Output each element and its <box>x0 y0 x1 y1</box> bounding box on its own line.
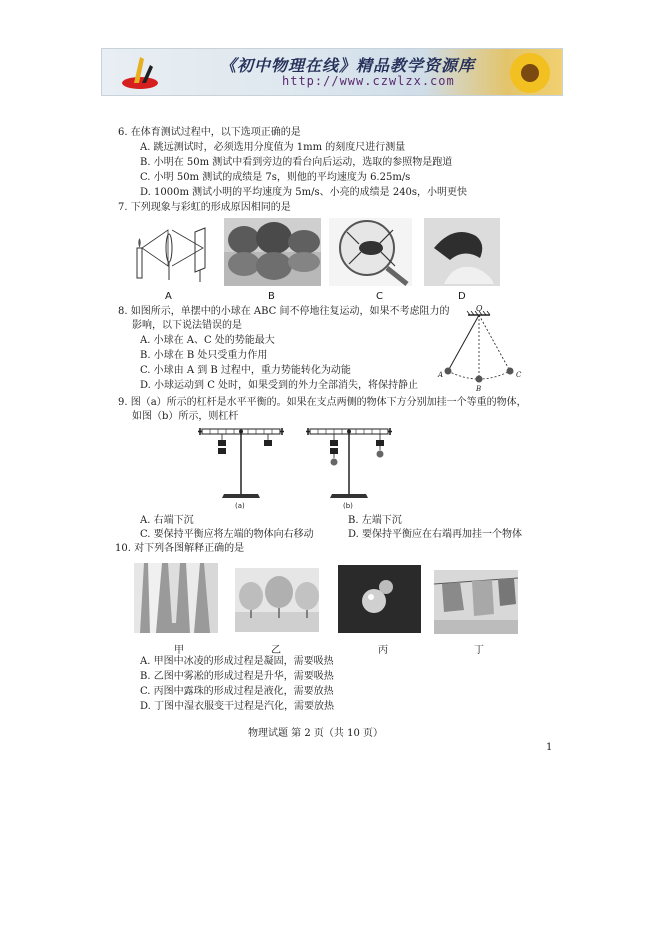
question-8-option-b: B. 小球在 B 处只受重力作用 <box>140 350 268 361</box>
lever-caption-b: (b) <box>343 502 353 510</box>
q7-label-c: C <box>376 291 383 302</box>
lever-diagram-a <box>196 422 286 510</box>
rime-trees-photo <box>235 568 319 632</box>
page-footer: 物理试题 第 2 页（共 10 页） <box>248 728 383 739</box>
pendulum-label-c: C <box>516 371 522 379</box>
question-6-option-b: B. 小明在 50m 测试中看到旁边的看台向后运动，选取的参照物是跑道 <box>140 157 453 168</box>
page-marker: 1 <box>546 742 553 753</box>
question-6-stem: 6. 在体育测试过程中，以下选项正确的是 <box>118 127 301 138</box>
question-10-option-a: A. 甲图中冰凌的形成过程是凝固，需要吸热 <box>140 656 334 667</box>
question-8-option-c: C. 小球由 A 到 B 过程中，重力势能转化为动能 <box>140 365 351 376</box>
q10-label-jia: 甲 <box>174 645 184 656</box>
question-10-option-c: C. 丙图中露珠的形成过程是液化，需要放热 <box>140 686 334 697</box>
question-6-option-a: A. 跳远测试时，必须选用分度值为 1mm 的刻度尺进行测量 <box>140 142 406 153</box>
banner-url[interactable]: http://www.czwlzx.com <box>282 74 455 88</box>
pendulum-label-a: A <box>438 371 444 379</box>
lever-caption-a: (a) <box>235 502 245 510</box>
question-9-stem-line2: 如图（b）所示，则杠杆 <box>132 411 239 422</box>
question-6-option-d: D. 1000m 测试小明的平均速度为 5m/s、小亮的成绩是 240s，小明更快 <box>140 187 468 198</box>
magnifier-insect-photo <box>329 218 412 286</box>
question-8-option-d: D. 小球运动到 C 处时，如果受到的外力全部消失，将保持静止 <box>140 380 419 391</box>
lake-reflection-photo <box>224 218 321 286</box>
question-9-stem-line1: 9. 图（a）所示的杠杆是水平平衡的。如果在支点两侧的物体下方分别加挂一个等重的物体， <box>118 397 527 408</box>
q10-label-ding: 丁 <box>474 645 484 656</box>
question-8-option-a: A. 小球在 A、C 处的势能最大 <box>140 335 275 346</box>
pendulum-diagram <box>436 305 526 393</box>
lever-diagram-b <box>304 422 394 510</box>
question-9-option-b: B. 左端下沉 <box>348 515 402 526</box>
q10-label-bing: 丙 <box>378 645 388 656</box>
q7-label-d: D <box>458 291 466 302</box>
icicles-photo <box>134 563 218 633</box>
question-10-option-b: B. 乙图中雾凇的形成过程是升华，需要吸热 <box>140 671 334 682</box>
question-10-stem: 10. 对下列各图解释正确的是 <box>115 543 245 554</box>
banner-title: 《初中物理在线》精品教学资源库 <box>220 56 476 75</box>
question-9-option-a: A. 右端下沉 <box>140 515 194 526</box>
question-9-option-d: D. 要保持平衡应在右端再加挂一个物体 <box>348 529 523 540</box>
question-6-option-c: C. 小明 50m 测试的成绩是 7s，则他的平均速度为 6.25m/s <box>140 172 411 183</box>
q7-label-a: A <box>165 291 172 302</box>
question-8-stem-line2: 影响，以下说法错误的是 <box>132 320 242 331</box>
drying-clothes-photo <box>434 570 518 634</box>
site-logo-icon <box>120 53 160 91</box>
question-9-option-c: C. 要保持平衡应将左端的物体向右移动 <box>140 529 314 540</box>
question-8-stem-line1: 8. 如图所示，单摆中的小球在 ABC 间不停地往复运动，如果不考虑阻力的 <box>118 306 450 317</box>
pendulum-label-b: B <box>476 385 482 393</box>
pendulum-label-o: O <box>476 305 483 313</box>
question-10-option-d: D. 丁图中湿衣服变干过程是汽化，需要放热 <box>140 701 335 712</box>
sunflower-icon <box>478 49 558 95</box>
q7-label-b: B <box>268 291 275 302</box>
question-7-stem: 7. 下列现象与彩虹的形成原因相同的是 <box>118 202 291 213</box>
header-banner <box>101 48 563 96</box>
lens-candle-diagram <box>133 218 211 286</box>
q10-label-yi: 乙 <box>271 645 281 656</box>
shadow-hand-photo <box>424 218 500 286</box>
dewdrop-photo <box>338 565 421 633</box>
